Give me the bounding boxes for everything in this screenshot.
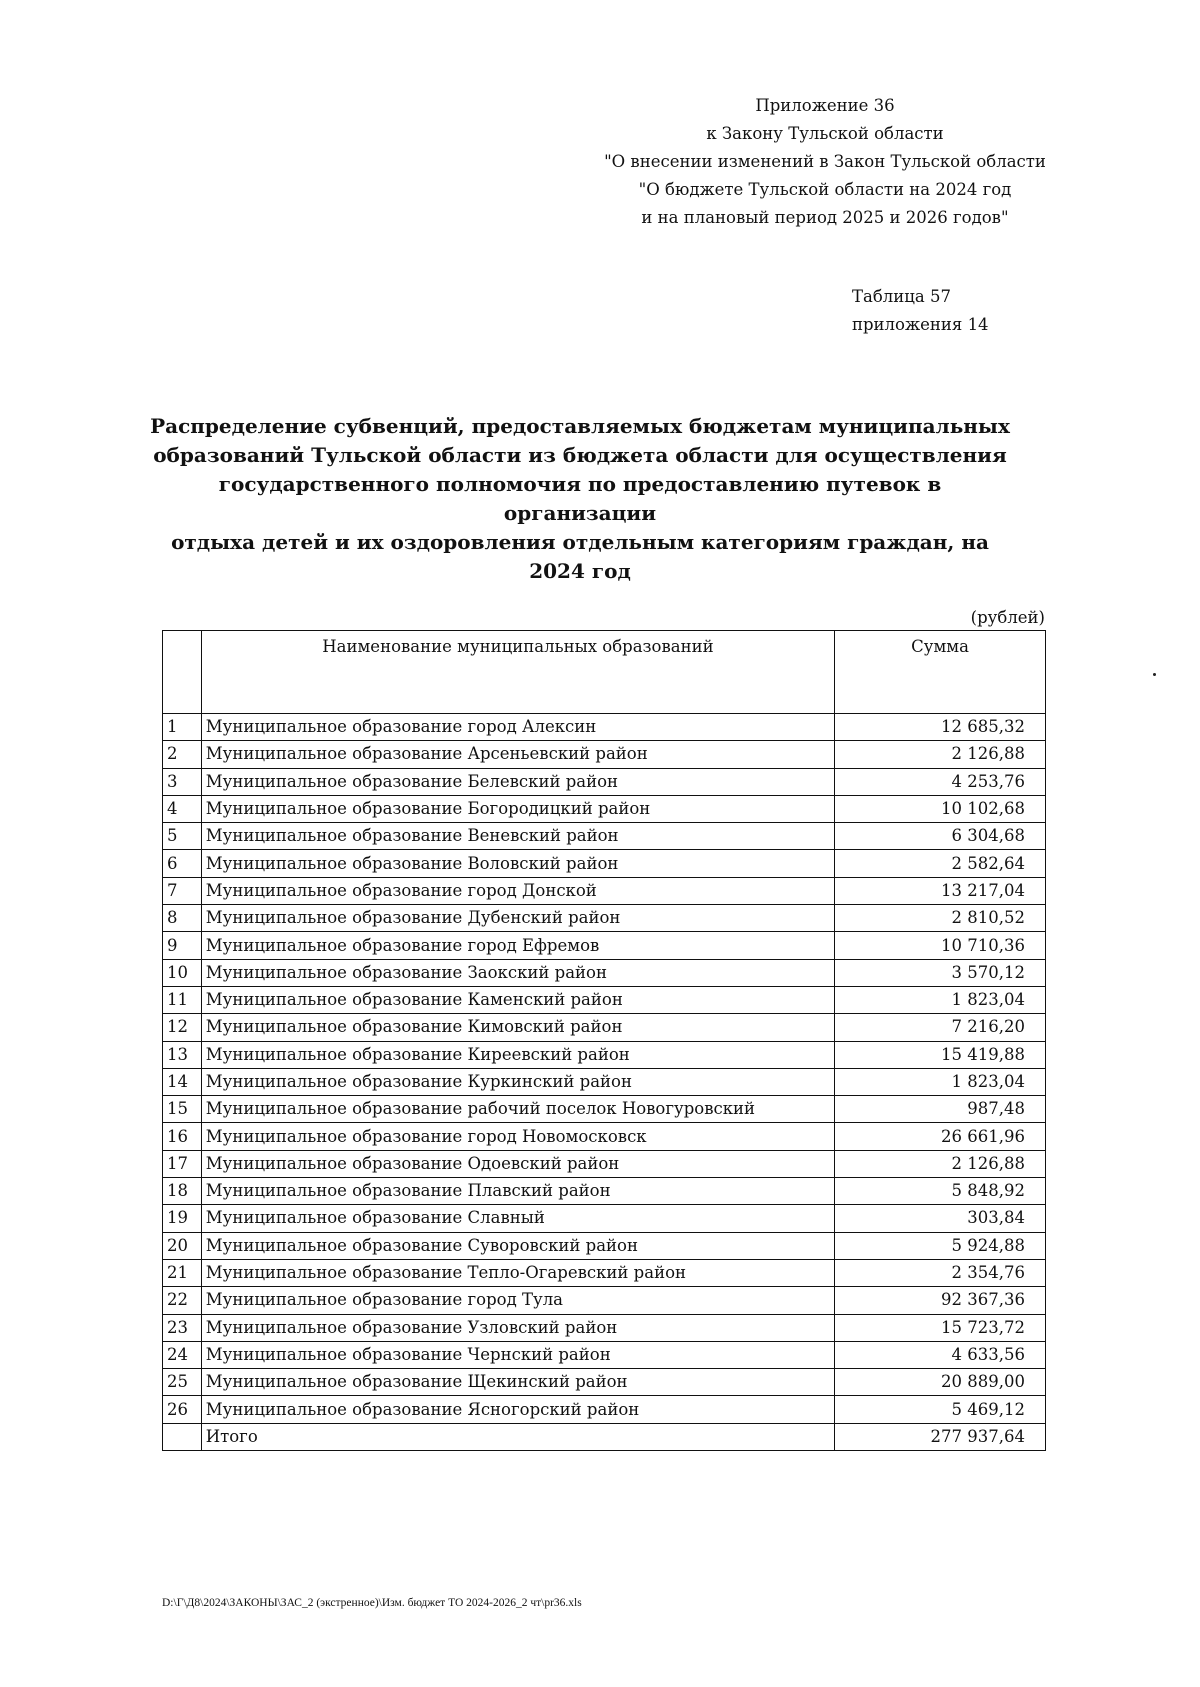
table-row [163, 1041, 1046, 1068]
row-number: 1 [163, 714, 202, 741]
table-row [163, 795, 1046, 822]
total-sum: 277 937,64 [835, 1423, 1046, 1450]
row-number: 9 [163, 932, 202, 959]
appendix-line: Приложение 36 [755, 96, 895, 115]
row-name: Муниципальное образование Белевский район [201, 768, 834, 795]
row-name: Муниципальное образование Тепло-Огаревский район [201, 1259, 834, 1286]
appendix-line: к Закону Тульской области [706, 124, 944, 143]
row-sum: 303,84 [835, 1205, 1046, 1232]
row-number: 4 [163, 795, 202, 822]
table-reference [852, 283, 989, 339]
row-name: Муниципальное образование город Донской [201, 877, 834, 904]
row-sum: 15 419,88 [835, 1041, 1046, 1068]
row-name: Муниципальное образование Ясногорский район [201, 1396, 834, 1423]
row-sum: 987,48 [835, 1096, 1046, 1123]
row-sum: 12 685,32 [835, 714, 1046, 741]
table-header-row [163, 631, 1046, 714]
distribution-table [162, 630, 1046, 1451]
row-name: Муниципальное образование Плавский район [201, 1178, 834, 1205]
row-name: Муниципальное образование Куркинский район [201, 1068, 834, 1095]
total-number-cell [163, 1423, 202, 1450]
row-number: 25 [163, 1369, 202, 1396]
row-name: Муниципальное образование Арсеньевский район [201, 741, 834, 768]
row-name: Муниципальное образование Кимовский район [201, 1014, 834, 1041]
appendix-line: "О бюджете Тульской области на 2024 год [638, 180, 1012, 199]
table-row [163, 1396, 1046, 1423]
row-number: 7 [163, 877, 202, 904]
header-name: Наименование муниципальных образований [201, 631, 834, 714]
row-sum: 2 582,64 [835, 850, 1046, 877]
row-name: Муниципальное образование Суворовский район [201, 1232, 834, 1259]
row-sum: 4 633,56 [835, 1341, 1046, 1368]
title-line: отдыха детей и их оздоровления отдельным категориям граждан, на 2024 год [171, 530, 989, 583]
title-line: государственного полномочия по предоставлению путевок в организации [218, 472, 942, 525]
title-line: образований Тульской области из бюджета области для осуществления [153, 443, 1007, 467]
table-row [163, 1068, 1046, 1095]
row-sum: 2 810,52 [835, 905, 1046, 932]
row-name: Муниципальное образование Славный [201, 1205, 834, 1232]
row-name: Муниципальное образование Щекинский район [201, 1369, 834, 1396]
row-sum: 13 217,04 [835, 877, 1046, 904]
table-row [163, 1150, 1046, 1177]
row-sum: 5 924,88 [835, 1232, 1046, 1259]
row-name: Муниципальное образование город Новомосковск [201, 1123, 834, 1150]
row-number: 2 [163, 741, 202, 768]
row-number: 15 [163, 1096, 202, 1123]
row-name: Муниципальное образование Веневский район [201, 823, 834, 850]
row-number: 5 [163, 823, 202, 850]
row-number: 19 [163, 1205, 202, 1232]
row-sum: 26 661,96 [835, 1123, 1046, 1150]
row-name: Муниципальное образование Заокский район [201, 959, 834, 986]
row-name: Муниципальное образование Чернский район [201, 1341, 834, 1368]
total-row [163, 1423, 1046, 1450]
row-sum: 5 848,92 [835, 1178, 1046, 1205]
row-name: Муниципальное образование Одоевский район [201, 1150, 834, 1177]
row-sum: 20 889,00 [835, 1369, 1046, 1396]
row-name: Муниципальное образование город Алексин [201, 714, 834, 741]
file-path-footer: D:\Г\Д8\2024\ЗАКОНЫ\ЗАС_2 (экстренное)\Изм. бюджет ТО 2024-2026_2 чт\pr36.xls [162, 1597, 582, 1609]
units-label: (рублей) [970, 608, 1045, 627]
row-number: 26 [163, 1396, 202, 1423]
scan-artifact-dot [1153, 673, 1156, 676]
row-number: 14 [163, 1068, 202, 1095]
table-row [163, 932, 1046, 959]
row-number: 13 [163, 1041, 202, 1068]
row-name: Муниципальное образование рабочий поселок Новогуровский [201, 1096, 834, 1123]
row-sum: 5 469,12 [835, 1396, 1046, 1423]
table-row [163, 877, 1046, 904]
row-sum: 2 126,88 [835, 1150, 1046, 1177]
table-row [163, 1205, 1046, 1232]
row-number: 12 [163, 1014, 202, 1041]
row-sum: 3 570,12 [835, 959, 1046, 986]
row-name: Муниципальное образование Каменский район [201, 986, 834, 1013]
row-sum: 6 304,68 [835, 823, 1046, 850]
row-number: 18 [163, 1178, 202, 1205]
table-appendix: приложения 14 [852, 315, 989, 334]
row-sum: 1 823,04 [835, 986, 1046, 1013]
row-sum: 15 723,72 [835, 1314, 1046, 1341]
table-row [163, 768, 1046, 795]
row-number: 10 [163, 959, 202, 986]
row-sum: 10 710,36 [835, 932, 1046, 959]
table-row [163, 1314, 1046, 1341]
row-sum: 2 126,88 [835, 741, 1046, 768]
row-number: 16 [163, 1123, 202, 1150]
row-name: Муниципальное образование Узловский район [201, 1314, 834, 1341]
table-row [163, 905, 1046, 932]
table-row [163, 823, 1046, 850]
appendix-line: и на плановый период 2025 и 2026 годов" [641, 208, 1009, 227]
document-title [150, 412, 1010, 586]
header-sum: Сумма [835, 631, 1046, 714]
table-row [163, 1014, 1046, 1041]
appendix-line: "О внесении изменений в Закон Тульской области [604, 152, 1046, 171]
table-body [163, 714, 1046, 1424]
row-name: Муниципальное образование Воловский район [201, 850, 834, 877]
row-sum: 2 354,76 [835, 1259, 1046, 1286]
table-row [163, 1178, 1046, 1205]
table-row [163, 741, 1046, 768]
row-number: 21 [163, 1259, 202, 1286]
table-row [163, 1232, 1046, 1259]
row-number: 11 [163, 986, 202, 1013]
row-sum: 10 102,68 [835, 795, 1046, 822]
row-number: 22 [163, 1287, 202, 1314]
table-row [163, 1096, 1046, 1123]
table-row [163, 714, 1046, 741]
row-name: Муниципальное образование город Тула [201, 1287, 834, 1314]
row-number: 20 [163, 1232, 202, 1259]
total-label: Итого [201, 1423, 834, 1450]
appendix-reference [560, 92, 1090, 232]
row-name: Муниципальное образование Богородицкий район [201, 795, 834, 822]
row-sum: 7 216,20 [835, 1014, 1046, 1041]
row-number: 23 [163, 1314, 202, 1341]
row-number: 17 [163, 1150, 202, 1177]
title-line: Распределение субвенций, предоставляемых бюджетам муниципальных [150, 414, 1010, 438]
row-name: Муниципальное образование город Ефремов [201, 932, 834, 959]
table-row [163, 1369, 1046, 1396]
header-number [163, 631, 202, 714]
row-number: 6 [163, 850, 202, 877]
row-number: 24 [163, 1341, 202, 1368]
table-row [163, 1287, 1046, 1314]
table-row [163, 1341, 1046, 1368]
table-row [163, 850, 1046, 877]
row-sum: 4 253,76 [835, 768, 1046, 795]
row-number: 8 [163, 905, 202, 932]
table-row [163, 959, 1046, 986]
row-sum: 1 823,04 [835, 1068, 1046, 1095]
row-sum: 92 367,36 [835, 1287, 1046, 1314]
table-row [163, 986, 1046, 1013]
table-number: Таблица 57 [852, 287, 951, 306]
row-name: Муниципальное образование Киреевский район [201, 1041, 834, 1068]
row-number: 3 [163, 768, 202, 795]
table-row [163, 1123, 1046, 1150]
row-name: Муниципальное образование Дубенский район [201, 905, 834, 932]
table-row [163, 1259, 1046, 1286]
